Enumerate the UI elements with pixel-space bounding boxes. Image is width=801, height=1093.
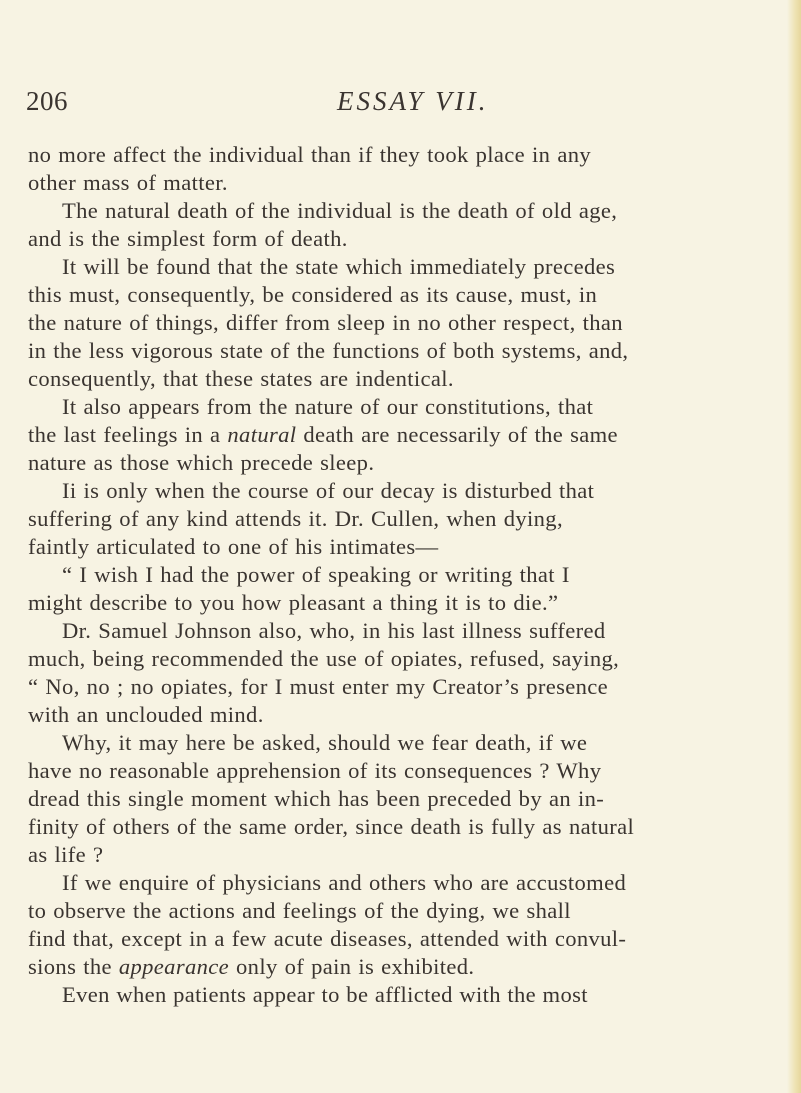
text-line: suffering of any kind attends it. Dr. Cullen, when dying, bbox=[28, 506, 563, 531]
text-line: sions the appearance only of pain is exhibited. bbox=[28, 954, 475, 979]
text-line: “ I wish I had the power of speaking or writing that I bbox=[62, 562, 570, 587]
text-line: the last feelings in a natural death are necessarily of the same bbox=[28, 422, 618, 447]
text-line: consequently, that these states are indentical. bbox=[28, 366, 454, 391]
text-line: It also appears from the nature of our constitutions, that bbox=[62, 394, 594, 419]
text-line: Why, it may here be asked, should we fear death, if we bbox=[62, 730, 588, 755]
text-line: If we enquire of physicians and others who are accustomed bbox=[62, 870, 627, 895]
text-line: to observe the actions and feelings of the dying, we shall bbox=[28, 898, 571, 923]
text-line: nature as those which precede sleep. bbox=[28, 450, 375, 475]
text-line: “ No, no ; no opiates, for I must enter my Creator’s presence bbox=[28, 674, 609, 699]
text-line: It will be found that the state which immediately precedes bbox=[62, 254, 616, 279]
text-line: Even when patients appear to be afflicted with the most bbox=[62, 982, 588, 1007]
running-title: ESSAY VII. bbox=[337, 86, 489, 116]
page-number: 206 bbox=[26, 86, 68, 116]
text-line: Ii is only when the course of our decay is disturbed that bbox=[62, 478, 595, 503]
text-line: other mass of matter. bbox=[28, 170, 228, 195]
text-line: this must, consequently, be considered as its cause, must, in bbox=[28, 282, 598, 307]
text-line: faintly articulated to one of his intimates— bbox=[28, 534, 439, 559]
emphasis: appearance bbox=[118, 954, 230, 979]
text-line: dread this single moment which has been preceded by an in- bbox=[28, 786, 605, 811]
text-line: in the less vigorous state of the functions of both systems, and, bbox=[28, 338, 629, 363]
text-line: finity of others of the same order, since death is fully as natural bbox=[28, 814, 635, 839]
text-line: Dr. Samuel Johnson also, who, in his last illness suffered bbox=[62, 618, 606, 643]
text-line: might describe to you how pleasant a thing it is to die.” bbox=[28, 590, 559, 615]
page-edge-shadow bbox=[787, 0, 801, 1093]
page-header bbox=[26, 86, 726, 126]
text-line: no more affect the individual than if they took place in any bbox=[28, 142, 591, 167]
text-line: have no reasonable apprehension of its consequences ? Why bbox=[28, 758, 602, 783]
text-line: The natural death of the individual is the death of old age, bbox=[62, 198, 618, 223]
emphasis: natural bbox=[227, 422, 297, 447]
text-line: and is the simplest form of death. bbox=[28, 226, 348, 251]
text-line: with an unclouded mind. bbox=[28, 702, 264, 727]
text-line: as life ? bbox=[28, 842, 104, 867]
text-line: much, being recommended the use of opiates, refused, saying, bbox=[28, 646, 620, 671]
text-line: find that, except in a few acute diseases, attended with convul- bbox=[28, 926, 627, 951]
text-line: the nature of things, differ from sleep in no other respect, than bbox=[28, 310, 623, 335]
